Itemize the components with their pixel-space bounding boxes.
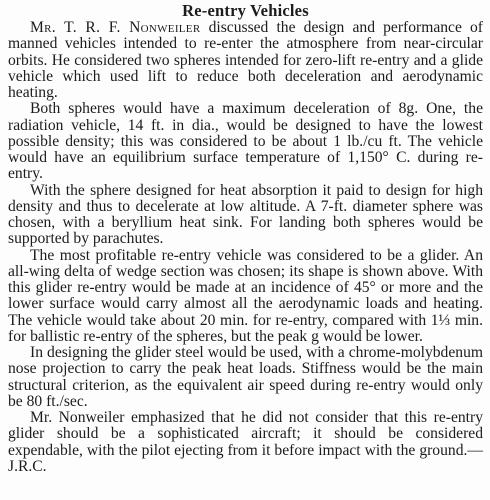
article-body [8, 20, 483, 475]
paragraph-1-text: discussed the design and performance of manned vehicles intended to re-enter the atmosphere from near-circular orbits. He considered two spheres intended for zero-lift re-entry and a glide vehicle which used lift to reduce both deceleration and aerodynamic heating. [8, 19, 483, 101]
speaker-name: Mr. T. R. F. Nonweiler [30, 19, 201, 36]
paragraph-6: Mr. Nonweiler emphasized that he did not consider that this re-entry glider should be a sophisticated aircraft; it should be considered expendable, with the pilot ejecting from it before impact with the ground.—J.R.C. [8, 409, 483, 475]
paragraph-1 [8, 20, 483, 101]
paragraph-5: In designing the glider steel would be used, with a chrome-molybdenum nose projection to carry the peak heat loads. Stiffness would be the main structural criterion, as the equivalent air speed during re-entry would only be 80 ft./sec. [8, 344, 483, 410]
paragraph-2: Both spheres would have a maximum deceleration of 8g. One, the radiation vehicle, 14 ft. in dia., would be designed to have the lowest possible density; this was considered to be about 1 lb./cu ft. The vehicle would have an equilibrium surface temperature of 1,150° C. during re-entry. [8, 100, 483, 183]
paragraph-3: With the sphere designed for heat absorption it paid to design for high density and thus to decelerate at low altitude. A 7-ft. diameter sphere was chosen, with a beryllium heat sink. For landing both spheres would be supported by parachutes. [8, 181, 483, 248]
article-title: Re-entry Vehicles [182, 1, 309, 20]
paragraph-4: The most profitable re-entry vehicle was considered to be a glider. An all-wing delta of wedge section was chosen; its shape is shown above. With this glider re-entry would be made at an incidence of 45° or more and the lower surface would carry almost all the aerodynamic loads and heating. The vehicle would take about 20 min. for re-entry, compared with 1⅓ min. for ballistic re-entry of the spheres, but the peak g would be lower. [8, 246, 483, 345]
